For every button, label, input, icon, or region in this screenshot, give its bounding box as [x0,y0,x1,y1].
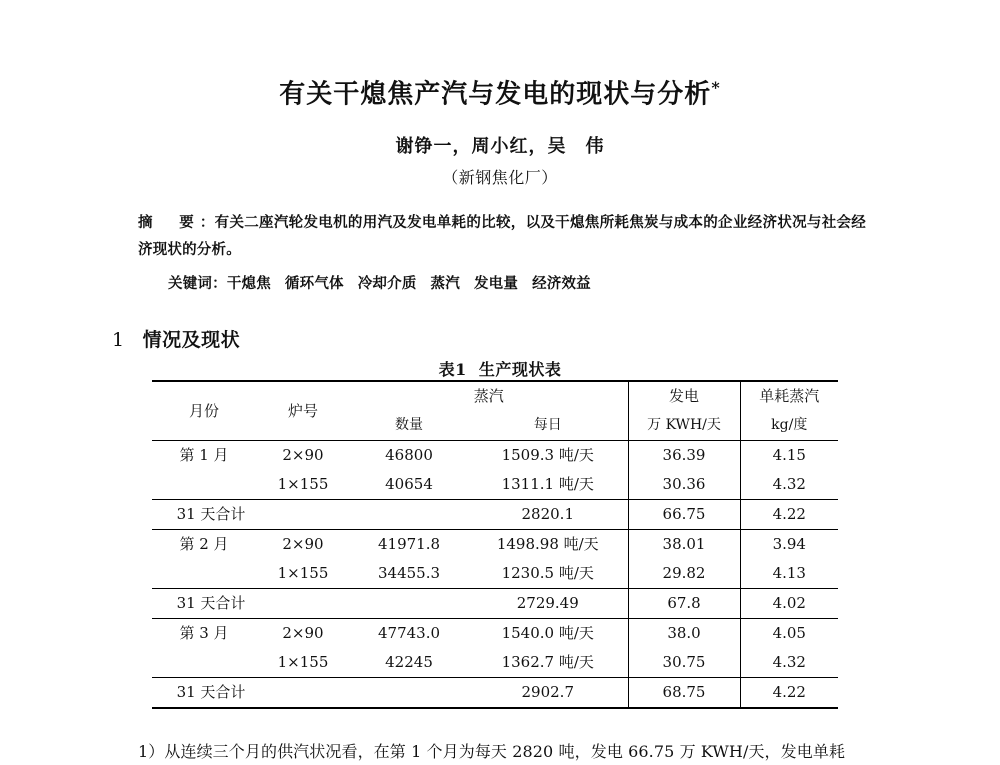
cell-month: 31 天合计 [152,500,256,530]
cell-steam-quantity: 40654 [385,475,433,493]
header-month: 月份 [152,381,256,441]
cell-power: 30.36 [628,470,740,500]
table-header-row-group [152,381,838,411]
cell-oven [256,589,350,619]
table-row [152,530,838,560]
header-oven: 炉号 [256,381,350,441]
keyword-1: 循环气体 [284,275,344,292]
cell-unit-steam: 4.15 [740,441,838,471]
keyword-0: 干熄焦 [226,275,271,292]
cell-steam-quantity: 42245 [385,653,433,671]
table-row [152,648,838,678]
cell-month [152,559,256,589]
header-power: 发电 [628,381,740,411]
cell-steam-daily: 1509.3 吨/天 [468,441,628,471]
keywords-label: 关键词： [168,275,227,292]
cell-unit-steam: 4.05 [740,619,838,649]
cell-steam-quantity [350,678,468,709]
cell-steam-daily: 1362.7 吨/天 [501,653,594,671]
trailing-paragraph: 1）从连续三个月的供汽状况看，在第 1 个月为每天 2820 吨，发电 66.75 万 KWH/天，发电单耗 [138,742,846,761]
section-title: 情况及现状 [142,329,241,351]
table-total-row [152,589,838,619]
cell-month [152,648,256,678]
header-unit-steam-unit: kg/度 [740,411,838,441]
cell-power: 66.75 [628,500,740,530]
cell-unit-steam: 4.22 [740,678,838,709]
cell-unit-steam: 4.32 [740,648,838,678]
table-row [152,619,838,649]
cell-power: 38.0 [628,619,740,649]
cell-unit-steam: 4.22 [740,500,838,530]
production-status-table-wrapper [152,380,838,709]
cell-unit-steam: 4.13 [740,559,838,589]
cell-steam-daily: 1311.1 吨/天 [501,475,594,493]
cell-steam-quantity: 47743.0 [350,619,468,649]
production-status-table [152,380,838,709]
affiliation: （新钢焦化厂） [442,168,558,187]
cell-month: 31 天合计 [152,678,256,709]
cell-oven: 1×155 [277,564,329,582]
cell-power: 68.75 [628,678,740,709]
cell-unit-steam: 4.02 [740,589,838,619]
cell-steam-daily: 1230.5 吨/天 [501,564,594,582]
abstract [138,210,866,264]
table-body [152,441,838,709]
header-steam-quantity: 数量 [395,417,423,433]
section-heading [112,325,240,352]
keywords-line [168,272,868,293]
header-steam-daily: 每日 [533,417,562,433]
keyword-5: 经济效益 [532,275,591,292]
header-steam-group: 蒸汽 [350,381,628,411]
cell-oven [256,678,350,709]
cell-power: 30.75 [628,648,740,678]
cell-steam-daily: 2729.49 [468,589,628,619]
cell-oven [256,500,350,530]
cell-steam-quantity [350,589,468,619]
cell-steam-daily: 2820.1 [468,500,628,530]
header-power-unit: 万 KWH/天 [628,411,740,441]
cell-steam-quantity [350,500,468,530]
cell-oven: 2×90 [256,619,350,649]
cell-oven: 1×155 [277,475,329,493]
cell-month: 31 天合计 [152,589,256,619]
cell-unit-steam: 3.94 [740,530,838,560]
cell-steam-daily: 1498.98 吨/天 [468,530,628,560]
table-caption [0,357,1000,380]
cell-steam-quantity: 34455.3 [377,564,441,582]
cell-steam-quantity: 41971.8 [350,530,468,560]
cell-month: 第 1 月 [152,441,256,471]
cell-power: 36.39 [628,441,740,471]
abstract-text: ：有关二座汽轮发电机的用汽及发电单耗的比较，以及干熄焦所耗焦炭与成本的企业经济状况与社会经济现状的分析。 [138,214,867,258]
title-footnote-marker: * [711,78,721,97]
cell-month [152,470,256,500]
section-number: 1 [112,329,125,351]
keywords-values [227,275,605,292]
cell-steam-quantity: 46800 [350,441,468,471]
cell-unit-steam: 4.32 [740,470,838,500]
cell-steam-daily: 2902.7 [468,678,628,709]
table-row [152,559,838,589]
table-head [152,381,838,441]
abstract-label: 摘 要 [138,214,200,231]
keyword-2: 冷却介质 [357,275,417,292]
cell-oven: 1×155 [277,653,329,671]
header-unit-steam: 单耗蒸汽 [740,381,838,411]
table-row [152,470,838,500]
table-row [152,441,838,471]
cell-oven: 2×90 [256,530,350,560]
table-total-row [152,678,838,709]
page-title [0,78,1000,111]
cell-power: 67.8 [628,589,740,619]
cell-steam-daily: 1540.0 吨/天 [468,619,628,649]
cell-power: 29.82 [628,559,740,589]
cell-month: 第 2 月 [152,530,256,560]
keyword-4: 发电量 [473,275,519,292]
table-total-row [152,500,838,530]
cell-month: 第 3 月 [152,619,256,649]
keyword-3: 蒸汽 [430,275,460,292]
cell-power: 38.01 [628,530,740,560]
author-list: 谢铮一，周小红，吴 伟 [395,136,605,157]
table-caption-number: 表1 [438,360,467,379]
page-title-text: 有关干熄焦产汽与发电的现状与分析 [279,79,712,110]
table-caption-title: 生产现状表 [478,360,562,379]
cell-oven: 2×90 [256,441,350,471]
